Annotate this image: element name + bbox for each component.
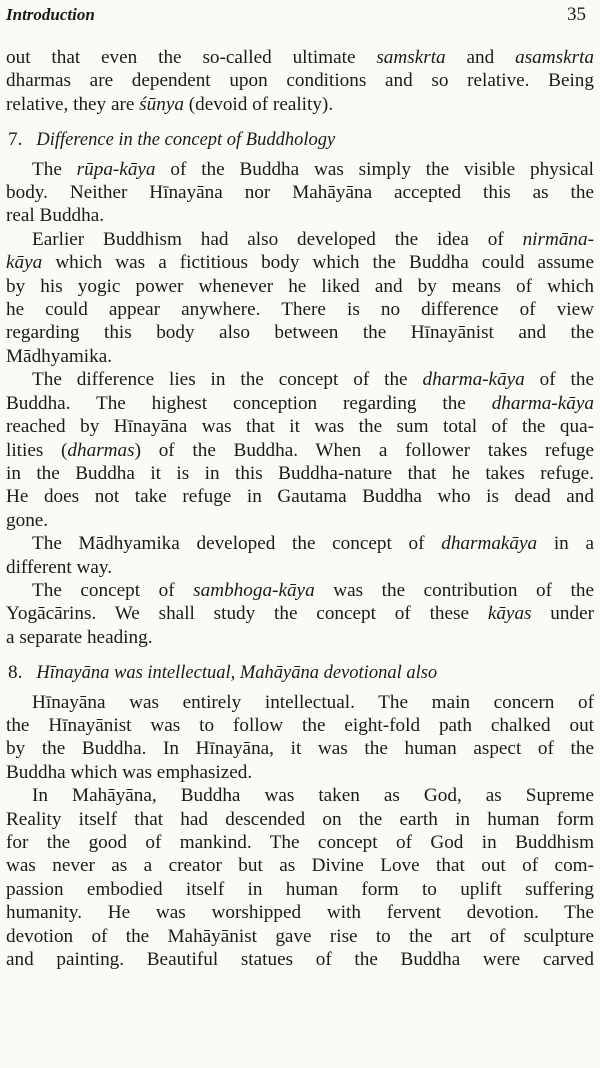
text-line: Yogācārins. We shall study the concept of these kāyas under <box>6 603 594 625</box>
text-line: Hīnayāna was entirely intellectual. The main concern of <box>32 691 594 713</box>
text-line: in the Buddha it is in this Buddha-nature that he takes refuge. <box>6 462 594 484</box>
text-line: he could appear anywhere. There is no difference of view <box>6 299 594 321</box>
text-line: The difference lies in the concept of the dharma-kāya of the <box>32 369 594 391</box>
section-heading-8: 8. Hīnayāna was intellectual, Mahāyāna devotional also <box>8 662 438 684</box>
text-line: different way. <box>6 556 113 578</box>
text-line: relative, they are śūnya (devoid of reality). <box>6 93 334 115</box>
text-line: a separate heading. <box>6 626 153 648</box>
text-line: In Mahāyāna, Buddha was taken as God, as Supreme <box>32 785 594 807</box>
running-header <box>6 4 586 30</box>
text-line: humanity. He was worshipped with fervent devotion. The <box>6 902 594 924</box>
running-title: Introduction <box>6 5 95 24</box>
text-line: dharmas are dependent upon conditions and so relative. Being <box>6 70 594 92</box>
text-line: gone. <box>6 509 49 531</box>
text-line: by the Buddha. In Hīnayāna, it was the human aspect of the <box>6 738 594 760</box>
text-line: The concept of sambhoga-kāya was the contribution of the <box>32 579 594 601</box>
body-text <box>6 46 594 971</box>
text-line: Mādhyamika. <box>6 345 113 367</box>
text-line: body. Neither Hīnayāna nor Mahāyāna accepted this as the <box>6 182 594 204</box>
text-line: lities (dharmas) of the Buddha. When a follower takes refuge <box>6 439 594 461</box>
text-line: Reality itself that had descended on the earth in human form <box>6 808 594 830</box>
text-line: the Hīnayānist was to follow the eight-fold path chalked out <box>6 714 594 736</box>
text-line: was never as a creator but as Divine Love that out of com- <box>6 855 594 877</box>
text-line: reached by Hīnayāna was that it was the sum total of the qua- <box>6 416 594 438</box>
text-line: out that even the so-called ultimate samskrta and asamskrta <box>6 47 594 68</box>
text-line: Buddha. The highest conception regarding the dharma-kāya <box>6 392 594 414</box>
text-line: The Mādhyamika developed the concept of dharmakāya in a <box>32 533 594 555</box>
text-line: and painting. Beautiful statues of the Buddha were carved <box>6 949 594 971</box>
text-line: Buddha which was emphasized. <box>6 761 253 783</box>
text-line: He does not take refuge in Gautama Buddha who is dead and <box>6 486 594 508</box>
text-line: regarding this body also between the Hīnayānist and the <box>6 322 594 344</box>
section-heading-7: 7. Difference in the concept of Buddhology <box>8 129 336 151</box>
text-line: Earlier Buddhism had also developed the idea of nirmāna- <box>32 228 594 250</box>
text-line: for the good of mankind. The concept of God in Buddhism <box>6 832 594 853</box>
text-line: The rūpa-kāya of the Buddha was simply the visible physical <box>32 158 594 180</box>
text-line: kāya which was a fictitious body which the Buddha could assume <box>6 252 594 274</box>
text-line: real Buddha. <box>6 205 105 227</box>
text-line: passion embodied itself in human form to uplift suffering <box>6 878 594 900</box>
text-line: devotion of the Mahāyānist gave rise to the art of sculpture <box>6 925 594 947</box>
text-line: by his yogic power whenever he liked and by means of which <box>6 275 594 297</box>
page-number: 35 <box>567 4 586 25</box>
